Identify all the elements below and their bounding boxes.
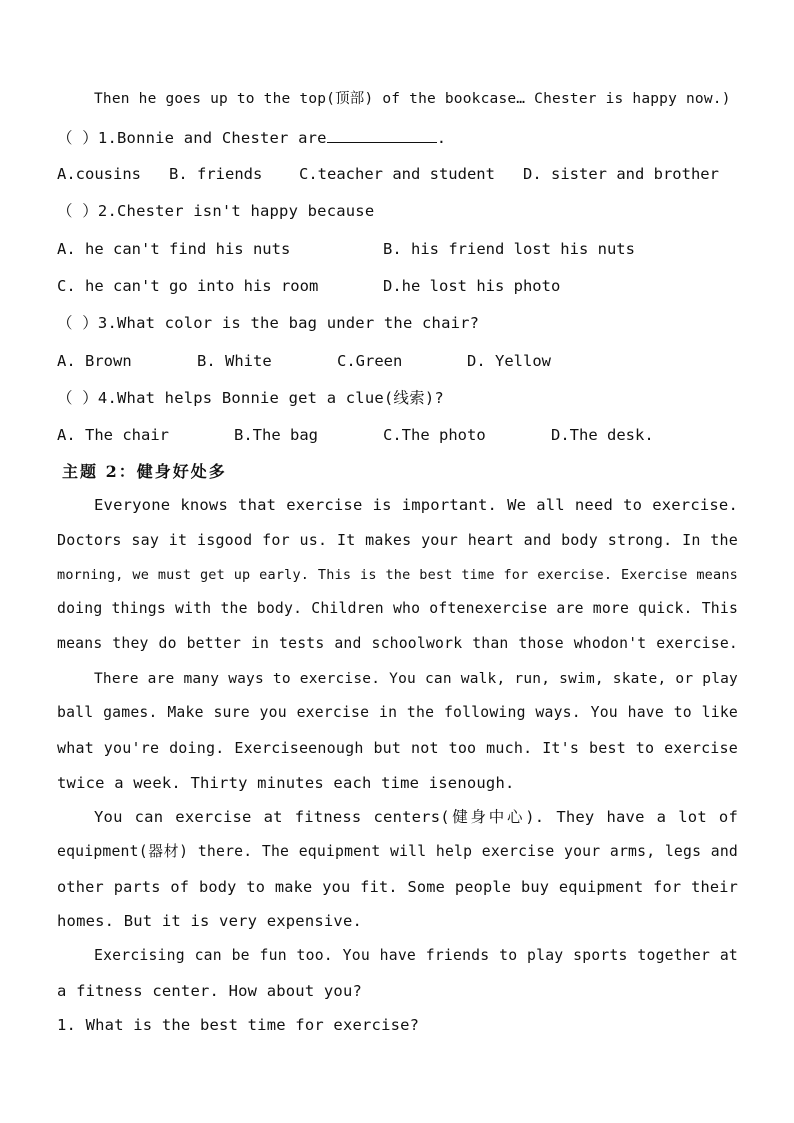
q4-option-b[interactable]: B.The bag: [234, 426, 318, 444]
passage-line: Exercising can be fun too. You have friends to play sports together at: [94, 947, 738, 964]
passage-line: what you're doing. Exerciseenough but not too much. It's best to exercise: [57, 739, 738, 757]
question-3: [57, 313, 738, 333]
passage-line: There are many ways to exercise. You can walk, run, swim, skate, or play: [94, 671, 738, 687]
passage-line: a fitness center. How about you?: [57, 982, 363, 1000]
question-text: What color is the bag under the chair?: [117, 314, 480, 332]
question-text: Bonnie and Chester are: [117, 129, 327, 147]
answer-bracket[interactable]: （ ）1.: [57, 129, 117, 147]
q4-option-a[interactable]: A. The chair: [57, 426, 169, 444]
fill-in-blank[interactable]: [327, 127, 437, 143]
q3-option-b[interactable]: B. White: [197, 352, 272, 370]
q3-option-d[interactable]: D. Yellow: [467, 352, 551, 370]
question-1: [57, 127, 738, 148]
passage-line: doing things with the body. Children who oftenexercise are more quick. This: [57, 600, 739, 617]
q2-option-c[interactable]: C. he can't go into his room: [57, 277, 319, 295]
q2-option-a[interactable]: A. he can't find his nuts: [57, 240, 291, 258]
q4-option-c[interactable]: C.The photo: [383, 426, 486, 444]
passage-line: morning, we must get up early. This is the best time for exercise. Exercise means: [57, 567, 738, 583]
q4-option-d[interactable]: D.The desk.: [551, 426, 654, 444]
passage-line: Everyone knows that exercise is important. We all need to exercise.: [94, 496, 738, 514]
q2-option-d[interactable]: D.he lost his photo: [383, 277, 561, 295]
topic-2-heading: 主题 2：健身好处多: [62, 462, 227, 481]
q1-option-d[interactable]: D. sister and brother: [523, 165, 719, 183]
answer-bracket[interactable]: （ ）3.: [57, 314, 117, 332]
passage-line: means they do better in tests and schoolwork than those whodon't exercise.: [57, 635, 738, 652]
passage-line: You can exercise at fitness centers(健身中心). They have a lot of: [94, 808, 738, 826]
question-text: Chester isn't happy because: [117, 202, 375, 220]
q2-option-b[interactable]: B. his friend lost his nuts: [383, 240, 635, 258]
answer-bracket[interactable]: （ ）2.: [57, 202, 117, 220]
q3-option-a[interactable]: A. Brown: [57, 352, 132, 370]
passage-line: homes. But it is very expensive.: [57, 912, 363, 930]
q3-option-c[interactable]: C.Green: [337, 352, 403, 370]
topic-2-question-1: 1. What is the best time for exercise?: [57, 1016, 420, 1034]
passage-line: Doctors say it isgood for us. It makes your heart and body strong. In the: [57, 531, 738, 549]
passage-line: ball games. Make sure you exercise in the following ways. You have to like: [57, 704, 738, 721]
answer-bracket[interactable]: （ ）4.: [57, 389, 117, 407]
passage-line: other parts of body to make you fit. Some people buy equipment for their: [57, 878, 738, 896]
q1-option-a[interactable]: A.cousins: [57, 165, 141, 183]
passage-line: equipment(器材) there. The equipment will help exercise your arms, legs and: [57, 843, 738, 860]
question-2: [57, 201, 738, 221]
q1-option-b[interactable]: B. friends: [169, 165, 263, 183]
question-text: What helps Bonnie get a clue(线索)?: [117, 389, 444, 407]
passage-line: twice a week. Thirty minutes each time isenough.: [57, 774, 515, 792]
question-4: [57, 388, 738, 408]
story-closing-line: Then he goes up to the top(顶部) of the bookcase… Chester is happy now.): [94, 91, 731, 107]
q1-option-c[interactable]: C.teacher and student: [299, 165, 495, 183]
question-suffix: .: [436, 129, 447, 147]
